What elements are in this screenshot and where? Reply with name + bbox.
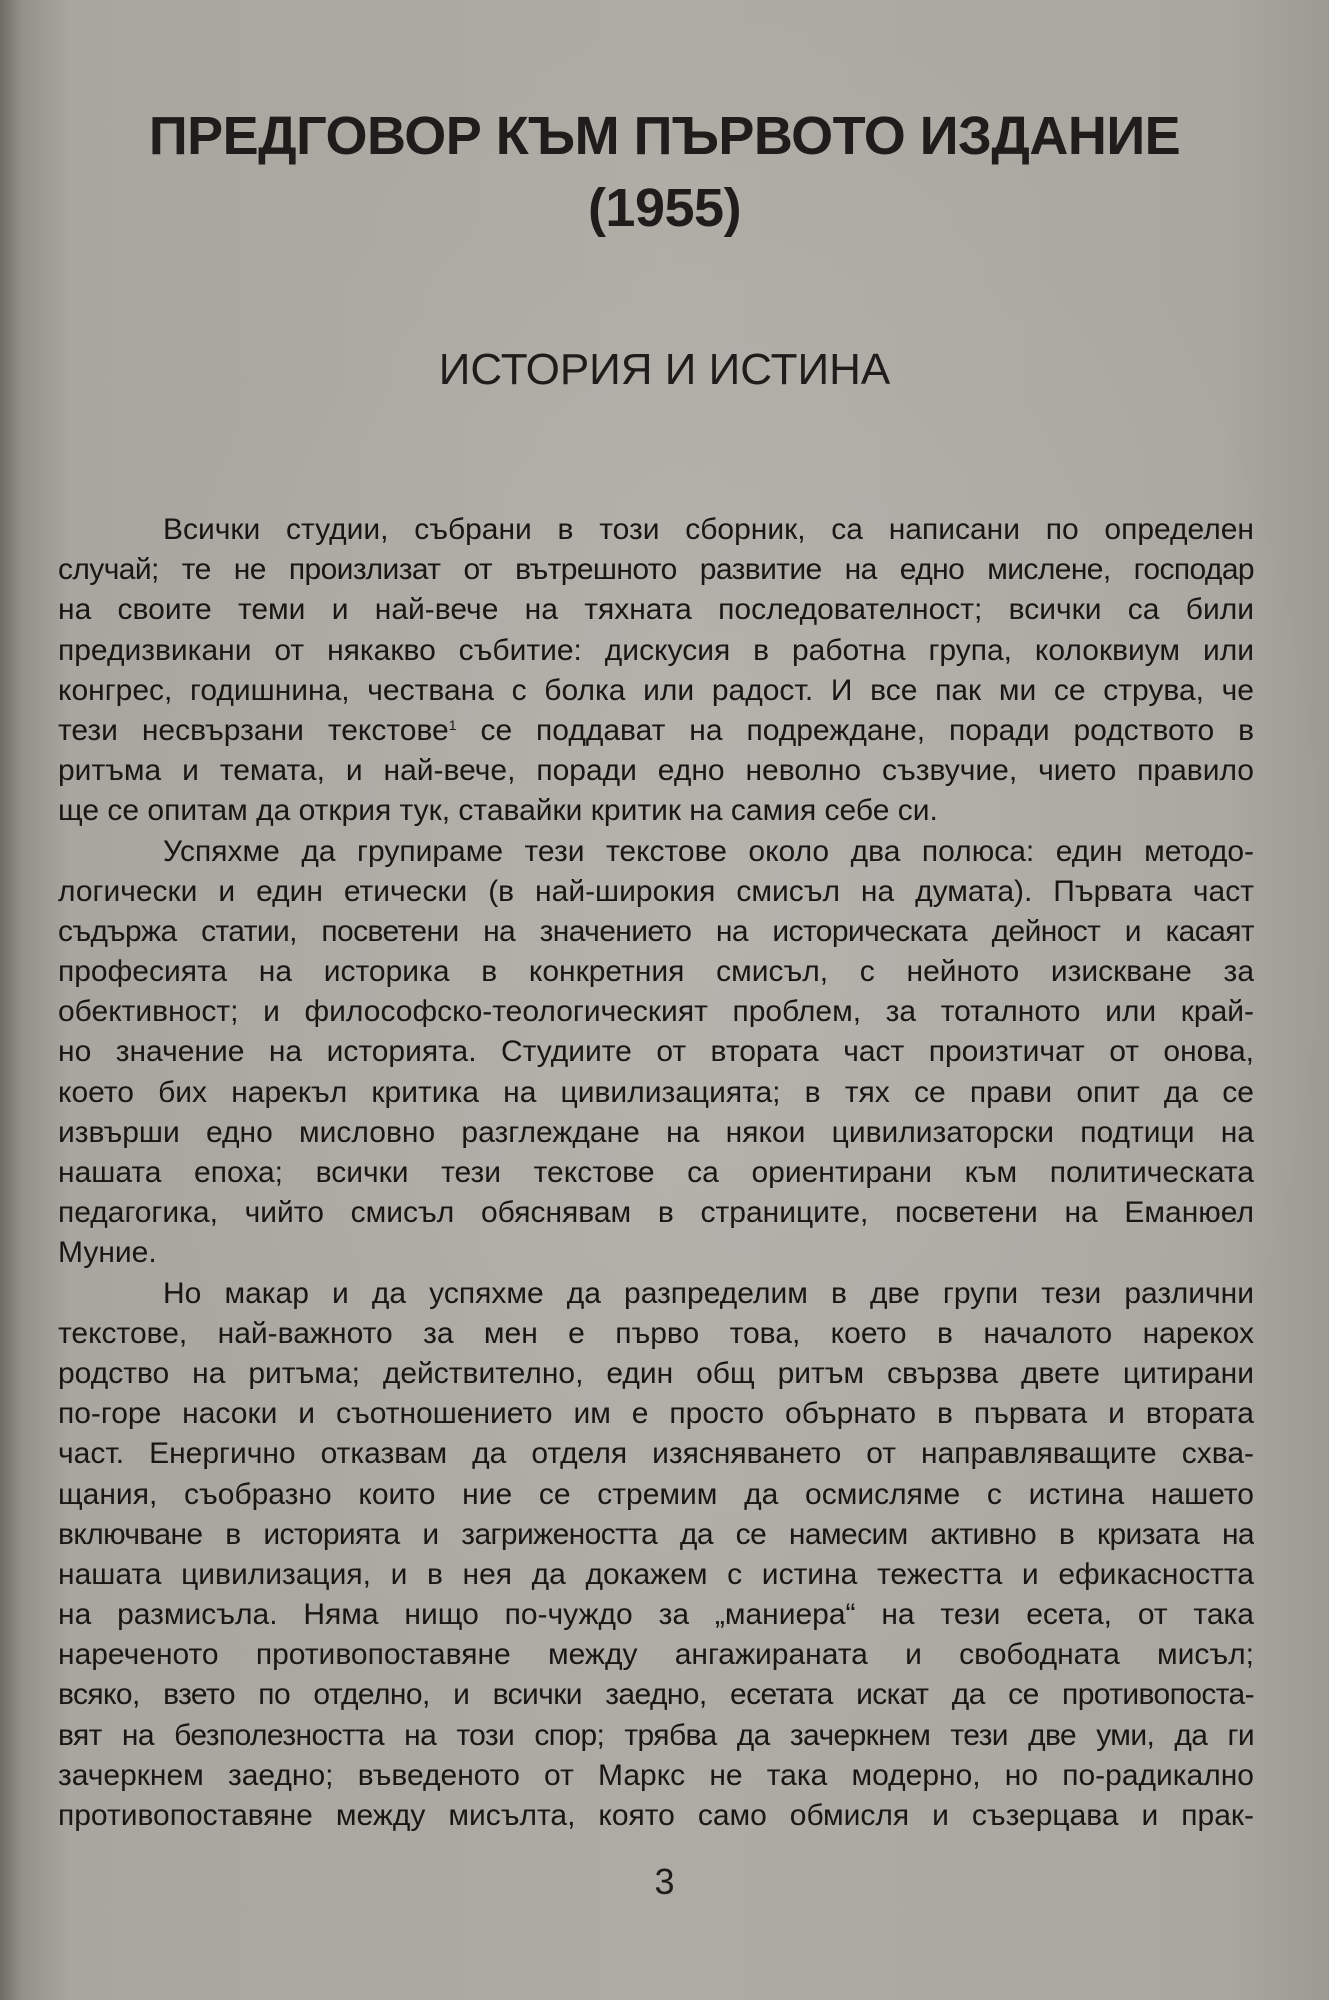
page-title [0, 100, 1329, 244]
section-heading: ИСТОРИЯ И ИСТИНА [438, 345, 891, 394]
text-segment: тези несвързани текстове [58, 713, 449, 747]
text-line: ще се опитам да открия тук, ставайки критик на самия себе си. [58, 794, 938, 828]
text-line: случай; те не произлизат от вътрешното развитие на едно мислене, господар [58, 553, 1254, 587]
text-line: на размисъла. Няма нищо по-чуждо за „маниера“ на тези есета, от така [58, 1598, 1254, 1632]
text-line: Всички студии, събрани в този сборник, са написани по определен [163, 513, 1254, 546]
body-text [58, 510, 1254, 1836]
text-line: конгрес, годишнина, чествана с болка или радост. И все пак ми се струва, че [58, 673, 1254, 707]
text-line: част. Енергично отказвам да отделя изясняването от направляващите схва- [58, 1437, 1254, 1471]
text-line: обективност; и философско-теологическият проблем, за тоталното или край- [58, 995, 1254, 1029]
text-line: предизвикани от някакво събитие: дискусия в работна група, колоквиум или [58, 633, 1254, 667]
title-line-1: ПРЕДГОВОР КЪМ ПЪРВОТО ИЗДАНИЕ [148, 106, 1181, 166]
text-line: професията на историка в конкретния смисъл, с нейното изискване за [58, 955, 1254, 989]
text-line: нареченото противопоставяне между ангажираната и свободната мисъл; [58, 1638, 1254, 1672]
text-line: Муние. [58, 1236, 157, 1270]
text-line: противопоставяне между мисълта, която само обмисля и съзерцава и прак- [58, 1799, 1254, 1832]
footnote-marker[interactable]: 1 [448, 716, 457, 733]
text-line: извърши едно мисловно разглеждане на някои цивилизаторски подтици на [58, 1115, 1254, 1149]
text-line: което бих нарекъл критика на цивилизацията; в тях се прави опит да се [58, 1075, 1254, 1109]
page-number: 3 [654, 1861, 675, 1902]
text-line: родство на ритъма; действително, един общ ритъм свързва двете цитирани [58, 1356, 1254, 1390]
text-line: текстове, най-важното за мен е първо това, което в началото нарекох [58, 1316, 1254, 1350]
text-line: логически и един етически (в най-широкия смисъл на думата). Първата част [58, 874, 1254, 908]
text-line: Успяхме да групираме тези текстове около два полюса: един методо- [163, 834, 1254, 868]
text-line: ритъма и темата, и най-вече, поради едно неволно съзвучие, чието правило [58, 754, 1254, 788]
title-line-2: (1955) [587, 178, 742, 238]
text-line: на своите теми и най-вече на тяхната последователност; всички са били [58, 593, 1254, 627]
text-line: педагогика, чийто смисъл обяснявам в страниците, посветени на Еманюел [58, 1196, 1254, 1230]
text-line [58, 711, 1254, 751]
text-line: включване в историята и загрижеността да се намесим активно в кризата на [58, 1517, 1254, 1551]
text-line: но значение на историята. Студиите от втората част произтичат от онова, [58, 1035, 1254, 1069]
text-line: вят на безполезността на този спор; трябва да зачеркнем тези две уми, да ги [58, 1718, 1254, 1752]
text-line: нашата цивилизация, и в нея да докажем с истина тежестта и ефикасността [58, 1557, 1254, 1591]
text-segment: се поддават на подреждане, поради родството в [456, 713, 1254, 747]
text-line: нашата епоха; всички тези текстове са ориентирани към политическата [58, 1156, 1254, 1189]
text-line: по-горе насоки и съотношението им е просто обърнато в първата и втората [58, 1397, 1254, 1431]
text-line: всяко, взето по отделно, и всички заедно, есетата искат да се противопоста- [58, 1678, 1254, 1712]
text-line: Но макар и да успяхме да разпределим в две групи тези различни [163, 1276, 1254, 1310]
text-line: съдържа статии, посветени на значението на историческата дейност и касаят [58, 914, 1254, 948]
text-line: зачеркнем заедно; въведеното от Маркс не така модерно, но по-радикално [58, 1758, 1254, 1792]
text-line: щания, съобразно които ние се стремим да осмисляме с истина нашето [58, 1477, 1254, 1511]
